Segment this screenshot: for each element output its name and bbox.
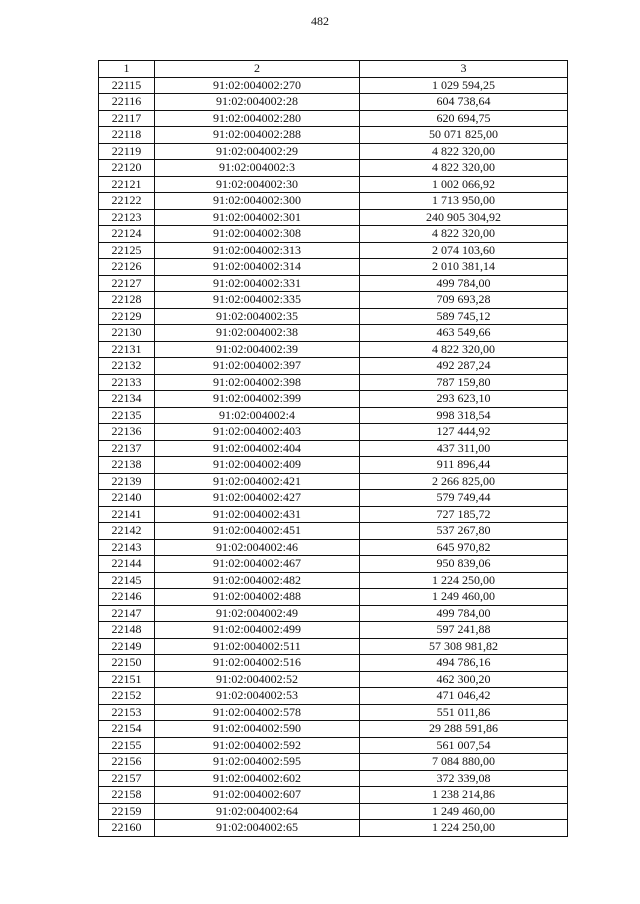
row-number-cell: 22116 [99, 94, 155, 111]
value-cell: 4 822 320,00 [360, 341, 568, 358]
value-cell: 499 784,00 [360, 275, 568, 292]
value-cell: 1 002 066,92 [360, 176, 568, 193]
column-header-1: 1 [99, 61, 155, 78]
table-row [99, 671, 568, 688]
cadastral-number-cell: 91:02:004002:53 [155, 688, 360, 705]
value-cell: 950 839,06 [360, 556, 568, 573]
row-number-cell: 22142 [99, 523, 155, 540]
value-cell: 620 694,75 [360, 110, 568, 127]
cadastral-number-cell: 91:02:004002:301 [155, 209, 360, 226]
table-row [99, 737, 568, 754]
row-number-cell: 22139 [99, 473, 155, 490]
row-number-cell: 22158 [99, 787, 155, 804]
cadastral-number-cell: 91:02:004002:49 [155, 605, 360, 622]
cadastral-number-cell: 91:02:004002:64 [155, 803, 360, 820]
cadastral-number-cell: 91:02:004002:602 [155, 770, 360, 787]
value-cell: 494 786,16 [360, 655, 568, 672]
table-row [99, 308, 568, 325]
table-row [99, 374, 568, 391]
registry-table [98, 60, 568, 837]
row-number-cell: 22147 [99, 605, 155, 622]
table-row [99, 77, 568, 94]
table-row [99, 523, 568, 540]
cadastral-number-cell: 91:02:004002:467 [155, 556, 360, 573]
row-number-cell: 22154 [99, 721, 155, 738]
row-number-cell: 22132 [99, 358, 155, 375]
table-row [99, 605, 568, 622]
cadastral-number-cell: 91:02:004002:30 [155, 176, 360, 193]
table-row [99, 325, 568, 342]
value-cell: 597 241,88 [360, 622, 568, 639]
value-cell: 50 071 825,00 [360, 127, 568, 144]
cadastral-number-cell: 91:02:004002:3 [155, 160, 360, 177]
row-number-cell: 22129 [99, 308, 155, 325]
cadastral-number-cell: 91:02:004002:270 [155, 77, 360, 94]
row-number-cell: 22151 [99, 671, 155, 688]
row-number-cell: 22123 [99, 209, 155, 226]
table-row [99, 94, 568, 111]
row-number-cell: 22117 [99, 110, 155, 127]
table-row [99, 473, 568, 490]
cadastral-number-cell: 91:02:004002:52 [155, 671, 360, 688]
value-cell: 727 185,72 [360, 506, 568, 523]
cadastral-number-cell: 91:02:004002:592 [155, 737, 360, 754]
cadastral-number-cell: 91:02:004002:335 [155, 292, 360, 309]
row-number-cell: 22124 [99, 226, 155, 243]
value-cell: 645 970,82 [360, 539, 568, 556]
row-number-cell: 22149 [99, 638, 155, 655]
value-cell: 579 749,44 [360, 490, 568, 507]
value-cell: 604 738,64 [360, 94, 568, 111]
row-number-cell: 22136 [99, 424, 155, 441]
cadastral-number-cell: 91:02:004002:314 [155, 259, 360, 276]
cadastral-number-cell: 91:02:004002:404 [155, 440, 360, 457]
table-row [99, 407, 568, 424]
cadastral-number-cell: 91:02:004002:280 [155, 110, 360, 127]
value-cell: 2 074 103,60 [360, 242, 568, 259]
cadastral-number-cell: 91:02:004002:399 [155, 391, 360, 408]
value-cell: 709 693,28 [360, 292, 568, 309]
value-cell: 551 011,86 [360, 704, 568, 721]
value-cell: 1 224 250,00 [360, 820, 568, 837]
table-row [99, 803, 568, 820]
value-cell: 1 238 214,86 [360, 787, 568, 804]
table-row [99, 754, 568, 771]
row-number-cell: 22128 [99, 292, 155, 309]
value-cell: 2 266 825,00 [360, 473, 568, 490]
table-row [99, 589, 568, 606]
row-number-cell: 22133 [99, 374, 155, 391]
row-number-cell: 22135 [99, 407, 155, 424]
cadastral-number-cell: 91:02:004002:578 [155, 704, 360, 721]
cadastral-number-cell: 91:02:004002:403 [155, 424, 360, 441]
table-row [99, 539, 568, 556]
table-row [99, 556, 568, 573]
row-number-cell: 22122 [99, 193, 155, 210]
table-row [99, 160, 568, 177]
cadastral-number-cell: 91:02:004002:488 [155, 589, 360, 606]
table-row [99, 424, 568, 441]
table-row [99, 457, 568, 474]
value-cell: 1 224 250,00 [360, 572, 568, 589]
value-cell: 589 745,12 [360, 308, 568, 325]
cadastral-number-cell: 91:02:004002:398 [155, 374, 360, 391]
cadastral-number-cell: 91:02:004002:38 [155, 325, 360, 342]
value-cell: 4 822 320,00 [360, 226, 568, 243]
cadastral-number-cell: 91:02:004002:516 [155, 655, 360, 672]
value-cell: 57 308 981,82 [360, 638, 568, 655]
table-row [99, 209, 568, 226]
value-cell: 372 339,08 [360, 770, 568, 787]
table-body [99, 77, 568, 836]
cadastral-number-cell: 91:02:004002:300 [155, 193, 360, 210]
row-number-cell: 22152 [99, 688, 155, 705]
table-row [99, 275, 568, 292]
table-row [99, 622, 568, 639]
row-number-cell: 22148 [99, 622, 155, 639]
table-row [99, 721, 568, 738]
row-number-cell: 22127 [99, 275, 155, 292]
page-number: 482 [311, 14, 329, 28]
table-row [99, 143, 568, 160]
value-cell: 1 249 460,00 [360, 589, 568, 606]
value-cell: 537 267,80 [360, 523, 568, 540]
table-row [99, 259, 568, 276]
row-number-cell: 22160 [99, 820, 155, 837]
cadastral-number-cell: 91:02:004002:29 [155, 143, 360, 160]
table-row [99, 341, 568, 358]
cadastral-number-cell: 91:02:004002:65 [155, 820, 360, 837]
table-row [99, 704, 568, 721]
cadastral-number-cell: 91:02:004002:28 [155, 94, 360, 111]
table-header-row [99, 61, 568, 78]
cadastral-number-cell: 91:02:004002:46 [155, 539, 360, 556]
cadastral-number-cell: 91:02:004002:590 [155, 721, 360, 738]
cadastral-number-cell: 91:02:004002:451 [155, 523, 360, 540]
row-number-cell: 22159 [99, 803, 155, 820]
value-cell: 1 029 594,25 [360, 77, 568, 94]
cadastral-number-cell: 91:02:004002:331 [155, 275, 360, 292]
value-cell: 2 010 381,14 [360, 259, 568, 276]
row-number-cell: 22131 [99, 341, 155, 358]
row-number-cell: 22145 [99, 572, 155, 589]
row-number-cell: 22121 [99, 176, 155, 193]
table-row [99, 506, 568, 523]
row-number-cell: 22155 [99, 737, 155, 754]
value-cell: 1 249 460,00 [360, 803, 568, 820]
cadastral-number-cell: 91:02:004002:409 [155, 457, 360, 474]
table-row [99, 770, 568, 787]
row-number-cell: 22146 [99, 589, 155, 606]
table-row [99, 391, 568, 408]
row-number-cell: 22130 [99, 325, 155, 342]
row-number-cell: 22138 [99, 457, 155, 474]
cadastral-number-cell: 91:02:004002:288 [155, 127, 360, 144]
value-cell: 471 046,42 [360, 688, 568, 705]
table-row [99, 226, 568, 243]
cadastral-number-cell: 91:02:004002:35 [155, 308, 360, 325]
row-number-cell: 22118 [99, 127, 155, 144]
table-row [99, 655, 568, 672]
row-number-cell: 22141 [99, 506, 155, 523]
value-cell: 911 896,44 [360, 457, 568, 474]
row-number-cell: 22120 [99, 160, 155, 177]
value-cell: 1 713 950,00 [360, 193, 568, 210]
value-cell: 4 822 320,00 [360, 160, 568, 177]
row-number-cell: 22156 [99, 754, 155, 771]
row-number-cell: 22143 [99, 539, 155, 556]
cadastral-number-cell: 91:02:004002:39 [155, 341, 360, 358]
value-cell: 437 311,00 [360, 440, 568, 457]
cadastral-number-cell: 91:02:004002:499 [155, 622, 360, 639]
table-row [99, 688, 568, 705]
cadastral-number-cell: 91:02:004002:421 [155, 473, 360, 490]
table-row [99, 572, 568, 589]
row-number-cell: 22137 [99, 440, 155, 457]
row-number-cell: 22115 [99, 77, 155, 94]
value-cell: 240 905 304,92 [360, 209, 568, 226]
table-row [99, 176, 568, 193]
cadastral-number-cell: 91:02:004002:431 [155, 506, 360, 523]
row-number-cell: 22150 [99, 655, 155, 672]
table-row [99, 638, 568, 655]
cadastral-number-cell: 91:02:004002:427 [155, 490, 360, 507]
row-number-cell: 22153 [99, 704, 155, 721]
table-row [99, 292, 568, 309]
cadastral-number-cell: 91:02:004002:397 [155, 358, 360, 375]
table-row [99, 242, 568, 259]
table-row [99, 110, 568, 127]
row-number-cell: 22157 [99, 770, 155, 787]
table-row [99, 127, 568, 144]
cadastral-number-cell: 91:02:004002:595 [155, 754, 360, 771]
row-number-cell: 22125 [99, 242, 155, 259]
column-header-3: 3 [360, 61, 568, 78]
row-number-cell: 22126 [99, 259, 155, 276]
value-cell: 293 623,10 [360, 391, 568, 408]
value-cell: 998 318,54 [360, 407, 568, 424]
cadastral-number-cell: 91:02:004002:308 [155, 226, 360, 243]
row-number-cell: 22134 [99, 391, 155, 408]
table-row [99, 440, 568, 457]
table-row [99, 193, 568, 210]
table-row [99, 490, 568, 507]
value-cell: 787 159,80 [360, 374, 568, 391]
column-header-2: 2 [155, 61, 360, 78]
cadastral-number-cell: 91:02:004002:607 [155, 787, 360, 804]
value-cell: 7 084 880,00 [360, 754, 568, 771]
cadastral-number-cell: 91:02:004002:482 [155, 572, 360, 589]
table-row [99, 820, 568, 837]
row-number-cell: 22119 [99, 143, 155, 160]
row-number-cell: 22144 [99, 556, 155, 573]
value-cell: 499 784,00 [360, 605, 568, 622]
value-cell: 492 287,24 [360, 358, 568, 375]
value-cell: 29 288 591,86 [360, 721, 568, 738]
value-cell: 127 444,92 [360, 424, 568, 441]
cadastral-number-cell: 91:02:004002:313 [155, 242, 360, 259]
value-cell: 462 300,20 [360, 671, 568, 688]
table-row [99, 787, 568, 804]
cadastral-number-cell: 91:02:004002:4 [155, 407, 360, 424]
cadastral-number-cell: 91:02:004002:511 [155, 638, 360, 655]
row-number-cell: 22140 [99, 490, 155, 507]
value-cell: 4 822 320,00 [360, 143, 568, 160]
value-cell: 561 007,54 [360, 737, 568, 754]
table-row [99, 358, 568, 375]
value-cell: 463 549,66 [360, 325, 568, 342]
